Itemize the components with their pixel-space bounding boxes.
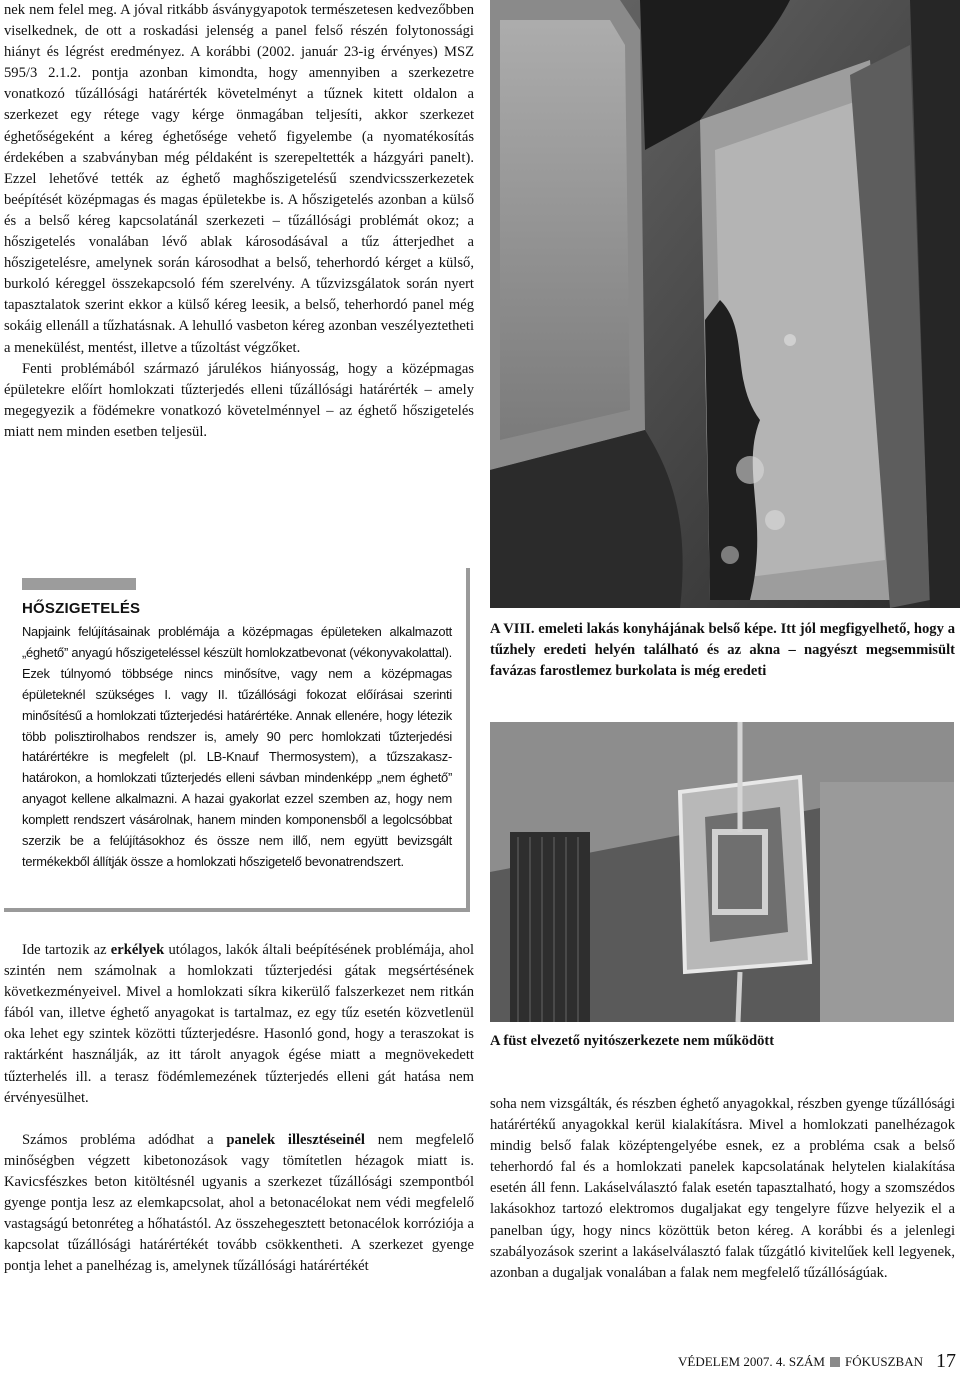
bold-term: panelek illesztéseinél (226, 1131, 365, 1148)
sidebar-text: Napjaink felújításainak problémája a középmagas épületeken alkalmazott „éghető” anyagú hőszigeteléssel készült homlokzatbevonat (vékonyvakolattal). Ezek túlnyomó többsége nincs minősítve, vagy nem a középmagas épületeknél szükséges I. vagy II. tűzállósági fokozat előírásai szerinti minősítésű a homlokzati tűzterjedési határértéke. Annak ellenére, hogy létezik több polisztirolhabos rendszer is, amely 90 perc homlokzati tűzterjedési határértékre is megfelelt (pl. LB-Knauf Thermosystem), a tűzszakasz-határokon, a homlokzati tűzterjedés elleni sávban mindenképp „nem éghető” anyagot kellene alkalmazni. A hazai gyakorlat ezzel szemben az, hogy nem komplett rendszert vásárolnak, hanem minden komponensből a legolcsóbbat szerzik be a felújításokhoz és össze nem illő, nem együtt bevizsgált termékekből állítják össze a homlokzati hőszigetelő bevonatrendszert. (22, 624, 452, 869)
photo-caption-kitchen: A VIII. emeleti lakás konyhájának belső képe. Itt jól megfigyelhető, hogy a tűzhely eredeti helyén található és az akna – nagyészt megsemmisült favázas farostlemez burkolata is még eredeti (490, 621, 955, 679)
sidebar-box (4, 568, 470, 912)
paragraph: nek nem felel meg. A jóval ritkább ásványgyapotok természetesen kedvezőbben viselkednek, de ott a roskadási jelenség a panel felső részén folytonossági hiányt és légrést eredményez. A korábbi (2002. január 23-ig érvényes) MSZ 595/3 2.1.2. pontja azonban kimondta, hogy amennyiben a szerkezetre vonatkozó tűzállósági határérték követelményt a tűznek kitett oldalon a szerkezet egy rétege vagy kérge önmagában teljesíti, akkor szerkezet éghetőségeként a kéreg éghetősége vehető figyelembe (a nyomatékosítás érdekében a szabványban még példaként is szerepeltették a házgyári panelt). Ezzel lehetővé tették az éghető maghőszigetelésű szendvicsszerkezetek beépítését középmagas és magas épületekbe is. A hőszigetelés azonban a külső és a belső kéreg kapcsolatánál szerkezeti – tűzállósági problémát okoz; a hőszigetelés vonalában lévő ablak károsodásával a tűz átterjedhet a hőszigetelésre, amelynek során károsodhat a belső, teherhordó kérget a külső, burkoló kéreggel összekapcsoló fém szerelvény. A tűzvizsgálatok során nyert tapasztalatok szerint ekkor a külső kéreg leesik, a belső, teherhordó panel még sokáig ellenáll a tűzhatásnak. A lehulló vasbeton kéreg azonban veszélyeztetheti a menekülést, mentést, illetve a tűzoltást végzőket. (4, 2, 474, 356)
page-footer (0, 1350, 956, 1372)
paragraph: Számos probléma adódhat a panelek illesztéseinél nem megfelelő minőségben végzett kibetonozások vagy tömítetlen hézagok miatt is. Kavicsfészkes beton kitöltésnél ugyanis a szerkezet tűzállósági szempontból gyenge pontja lesz az elemkapcsolat, ahol a betonacélokat nem védi megfelelő vastagságú betonréteg a hőhatástól. Az összehegesztett betonacélok korróziója a kapcsolat tűzállósági határértékét tovább csökkentheti. A szerkezet gyenge pontja lehet a panelhézag is, amelynek tűzállósági határértékét (4, 1131, 474, 1275)
section-name: FÓKUSZBAN (844, 1353, 923, 1369)
paragraph: Fenti problémából származó járulékos hiányosság, hogy a középmagas épületekre előírt homlokzati tűzterjedés elleni tűzállósági határérték – amely megegyezik a födémekre vonatkozó követelménnyel – az éghető hőszigetelés miatt nem minden esetben teljesül. (4, 360, 474, 440)
photo-burnt-kitchen-illustration (490, 0, 960, 608)
photo-burnt-kitchen (490, 0, 960, 608)
photo-smoke-vent (490, 722, 954, 1022)
sidebar-title: HŐSZIGETELÉS (22, 600, 141, 617)
magazine-issue: VÉDELEM 2007. 4. SZÁM (678, 1353, 825, 1369)
article-column-right-bottom (490, 1094, 955, 1284)
page-number: 17 (936, 1350, 956, 1372)
paragraph: Ide tartozik az erkélyek utólagos, lakók általi beépítésének problémája, ahol szintén nem számolnak a homlokzati tűzterjedési gátak megsértésének következményeivel. Mivel a homlokzati síkra kikerülő falszerkezet nem ritkán fából van, illetve éghető anyagokat is tartalmaz, ez egy tűz esetén közvetlenül oka lehet egy szintek közötti tűzterjedésre. Hasonló gond, hogy a teraszokat is raktárként használják, az itt tárolt anyagok égése miatt a megnövekedett tűzterhelés ill. a terasz födémlemezének tűzterjedés elleni gát hatása nem érvényesülhet. (4, 942, 474, 1106)
photo-caption-smoke-vent: A füst elvezető nyitószerkezete nem működött (490, 1033, 775, 1049)
article-column-bottom (4, 940, 474, 1277)
bold-term: erkélyek (110, 942, 165, 958)
sidebar-accent-bar (22, 578, 136, 590)
article-column-top (4, 0, 474, 443)
photo-smoke-vent-illustration (490, 722, 954, 1022)
paragraph: soha nem vizsgálták, és részben éghető anyagokkal, részben gyenge tűzállósági határértékű anyagokkal kerül kialakításra. Mivel a homlokzati panelhézagok mindig belső falak középtengelyébe esnek, ez a probléma csak a belső teherhordó fal és a homlokzati panelek kapcsolatának helytelen kialakítása esetén áll fenn. Lakáselválasztó falak esetén tapasztalható, hogy a szomszédos lakásokhoz tartozó elektromos dugaljakat egy tengelyre fűzve helyezik el a panelban úgy, hogy nincs közöttük beton kéreg. A korábbi és a jelenlegi szabályozások szerint a lakáselválasztó falak tűzgátló kivitelűek kell legyenek, azonban a dugaljak vonalában a falak nem megfelelő tűzállóságúak. (490, 1096, 955, 1281)
separator-square-icon (830, 1357, 840, 1367)
